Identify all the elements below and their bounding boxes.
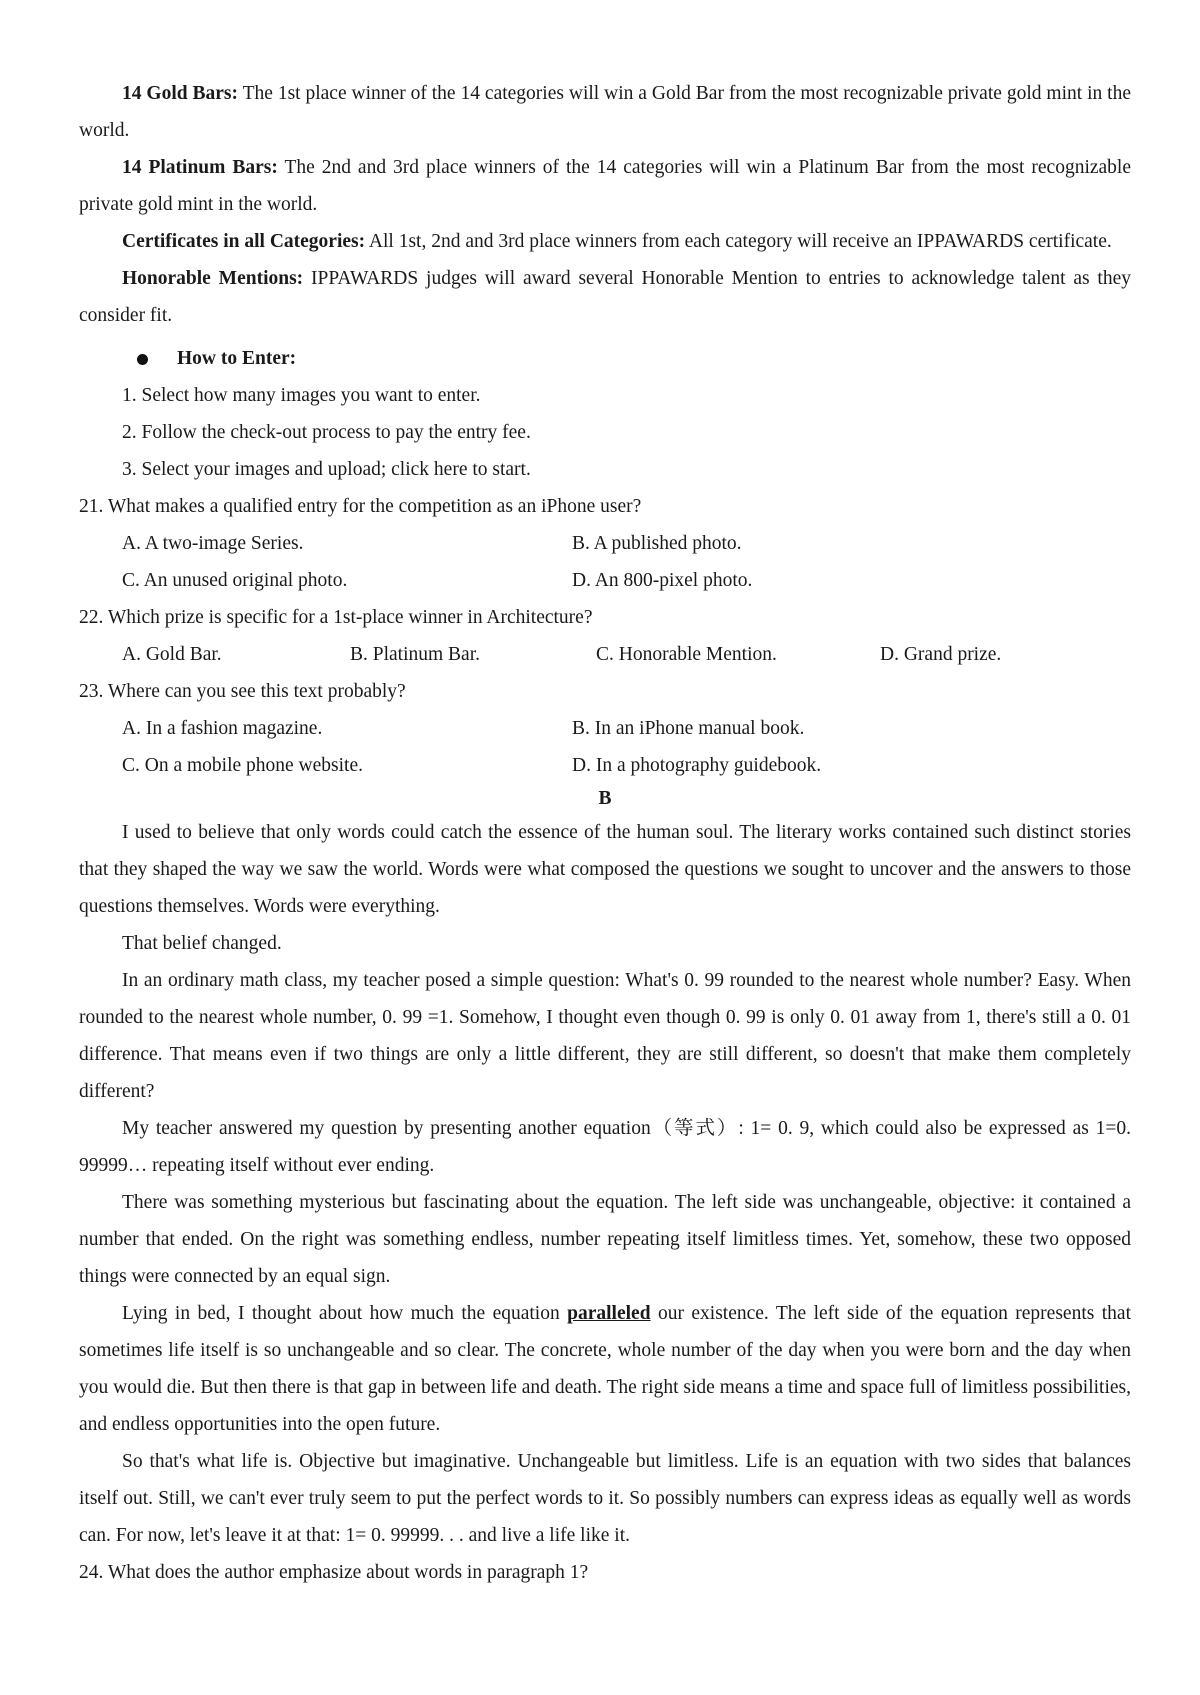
question-21: 21. What makes a qualified entry for the competition as an iPhone user?: [79, 496, 642, 517]
text-run: Lying in bed, I thought about how much the equation: [122, 1303, 568, 1324]
question-23: 23. Where can you see this text probably?: [79, 681, 406, 702]
passage-paragraph: [79, 1295, 1131, 1443]
passage-paragraph: In an ordinary math class, my teacher posed a simple question: What's 0. 99 rounded to the nearest whole number? Easy. When rounded to the nearest whole number, 0. 99 =1. Somehow, I thought even though 0. 99 is only 0. 01 away from 1, there's still a 0. 01 difference. That means even if two things are only a little different, they are still different, so doesn't that make them completely different?: [79, 970, 1131, 1102]
option-a: A. Gold Bar.: [122, 644, 222, 665]
prize-text: All 1st, 2nd and 3rd place winners from each category will receive an IPPAWARDS certificate.: [365, 231, 1112, 252]
option-d: D. In a photography guidebook.: [572, 755, 822, 776]
option-b: B. Platinum Bar.: [350, 644, 481, 665]
entry-step: 2. Follow the check-out process to pay the entry fee.: [122, 422, 531, 443]
prize-text: IPPAWARDS judges will award several Honorable Mention to entries to acknowledge talent as they consider fit.: [79, 268, 1131, 326]
document-page: [79, 75, 1131, 1591]
passage-paragraph: My teacher answered my question by presenting another equation（等式）: 1= 0. 9, which could also be expressed as 1=0. 99999… repeating itself without ever ending.: [79, 1118, 1131, 1176]
passage-paragraph: I used to believe that only words could catch the essence of the human soul. The literary works contained such distinct stories that they shaped the way we saw the world. Words were what composed the questions we sought to uncover and the answers to those questions themselves. Words were everything.: [79, 822, 1131, 917]
entry-step: 1. Select how many images you want to enter.: [122, 385, 481, 406]
prize-platinum-bars: [79, 149, 1131, 223]
prize-text: The 1st place winner of the 14 categories will win a Gold Bar from the most recognizable private gold mint in the world.: [79, 83, 1131, 141]
bullet-icon: [137, 354, 148, 365]
question-23-options: [79, 710, 1131, 784]
prize-label: Honorable Mentions:: [122, 268, 304, 289]
passage-paragraph: So that's what life is. Objective but imaginative. Unchangeable but limitless. Life is an equation with two sides that balances itself out. Still, we can't ever truly seem to put the perfect words to it. So possibly numbers can express ideas as equally well as words can. For now, let's leave it at that: 1= 0. 99999. . . and live a life like it.: [79, 1451, 1131, 1546]
option-c: C. On a mobile phone website.: [122, 755, 363, 776]
option-c: C. Honorable Mention.: [596, 644, 777, 665]
prize-label: 14 Gold Bars:: [122, 83, 239, 104]
option-d: D. Grand prize.: [880, 644, 1002, 665]
question-22: 22. Which prize is specific for a 1st-place winner in Architecture?: [79, 607, 593, 628]
prize-certificates: [79, 223, 1131, 260]
prize-text: The 2nd and 3rd place winners of the 14 categories will win a Platinum Bar from the most recognizable private gold mint in the world.: [79, 157, 1131, 215]
question-21-options: [79, 525, 1131, 599]
passage-paragraph: There was something mysterious but fascinating about the equation. The left side was unchangeable, objective: it contained a number that ended. On the right was something endless, number repeating itself limitless times. Yet, somehow, these two opposed things were connected by an equal sign.: [79, 1192, 1131, 1287]
how-to-enter-heading: [79, 340, 1131, 377]
option-b: B. A published photo.: [572, 533, 742, 554]
option-d: D. An 800-pixel photo.: [572, 570, 753, 591]
underlined-word: paralleled: [567, 1303, 651, 1324]
entry-step: 3. Select your images and upload; click here to start.: [122, 459, 531, 480]
option-c: C. An unused original photo.: [122, 570, 348, 591]
option-a: A. A two-image Series.: [122, 533, 304, 554]
option-a: A. In a fashion magazine.: [122, 718, 323, 739]
question-24: 24. What does the author emphasize about words in paragraph 1?: [79, 1562, 589, 1583]
how-to-enter-title: How to Enter:: [177, 348, 297, 369]
question-22-options: [79, 636, 1131, 673]
prize-gold-bars: [79, 75, 1131, 149]
passage-paragraph: That belief changed.: [122, 933, 282, 954]
section-title: B: [598, 788, 612, 809]
text-run: our existence. The left side of the equation represents that sometimes life itself is so unchangeable and so clear. The concrete, whole number of the day when you were born and the day when you would die. But then there is that gap in between life and death. The right side means a time and space full of limitless possibilities, and endless opportunities into the open future.: [79, 1303, 1131, 1435]
prize-honorable-mentions: [79, 260, 1131, 334]
prize-label: Certificates in all Categories:: [122, 231, 366, 252]
option-b: B. In an iPhone manual book.: [572, 718, 805, 739]
prize-label: 14 Platinum Bars:: [122, 157, 278, 178]
